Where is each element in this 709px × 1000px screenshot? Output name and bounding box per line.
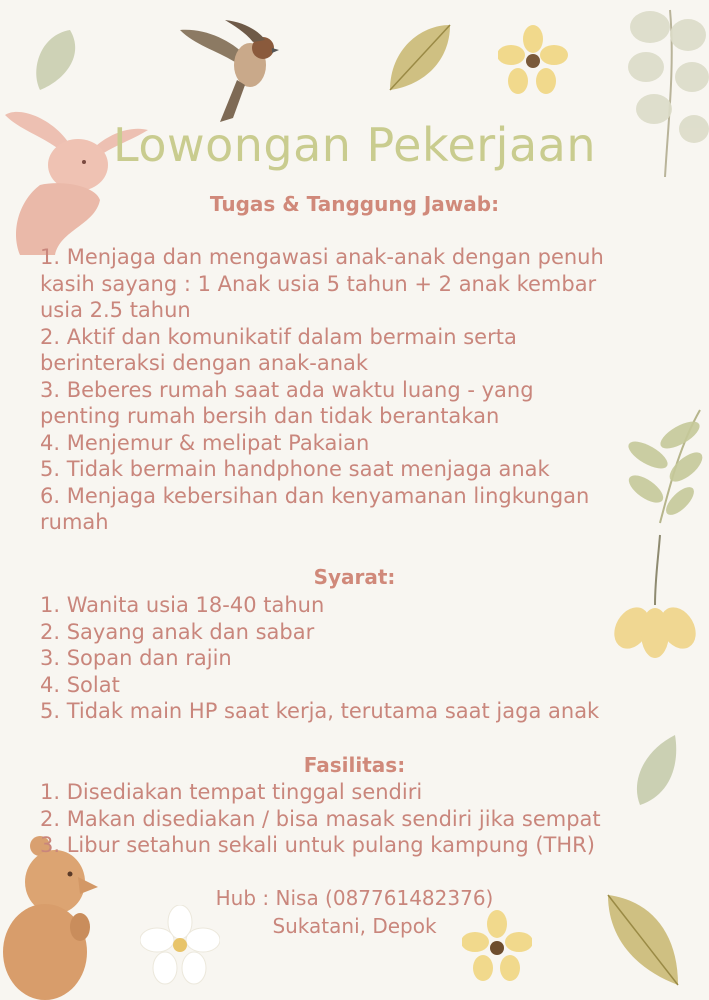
page-title: Lowongan Pekerjaan xyxy=(113,118,596,172)
list-item: penting rumah bersih dan tidak berantakan xyxy=(40,404,500,428)
list-item: 4. Menjemur & melipat Pakaian xyxy=(40,430,370,455)
list-item: 5. Tidak main HP saat kerja, terutama saat jaga anak xyxy=(40,699,600,723)
contact-phone: Hub : Nisa (087761482376) xyxy=(215,886,494,910)
list-item: 3. Beberes rumah saat ada waktu luang - yang xyxy=(40,377,534,402)
list-item: 2. Aktif dan komunikatif dalam bermain serta xyxy=(40,324,517,349)
contact-location: Sukatani, Depok xyxy=(272,914,437,938)
list-item: 6. Menjaga kebersihan dan kenyamanan lingkungan xyxy=(40,483,590,508)
list-item: 1. Disediakan tempat tinggal sendiri xyxy=(40,780,423,804)
list-item: 1. Wanita usia 18-40 tahun xyxy=(40,593,325,617)
list-item: berinteraksi dengan anak-anak xyxy=(40,351,369,375)
list-item: 5. Tidak bermain handphone saat menjaga anak xyxy=(40,457,550,481)
list-item: 3. Libur setahun sekali untuk pulang kampung (THR) xyxy=(40,833,595,857)
sparrow-bird-icon xyxy=(175,10,280,125)
list-item: 2. Sayang anak dan sabar xyxy=(40,619,315,644)
list-item: 3. Sopan dan rajin xyxy=(40,646,232,670)
list-item: rumah xyxy=(40,510,109,534)
requirements-list xyxy=(40,592,680,725)
requirements-heading: Syarat: xyxy=(313,565,396,589)
list-item: 1. Menjaga dan mengawasi anak-anak dengan penuh xyxy=(40,245,604,269)
tasks-list xyxy=(40,244,680,536)
leaf-icon xyxy=(380,20,460,100)
list-item: 4. Solat xyxy=(40,672,120,697)
tasks-heading: Tugas & Tanggung Jawab: xyxy=(209,192,500,216)
list-item: usia 2.5 tahun xyxy=(40,298,191,322)
yellow-flower-icon xyxy=(498,25,568,95)
facilities-list xyxy=(40,779,680,859)
contact-info xyxy=(0,884,709,940)
facilities-heading: Fasilitas: xyxy=(303,753,406,777)
list-item: kasih sayang : 1 Anak usia 5 tahun + 2 anak kembar xyxy=(40,271,597,296)
list-item: 2. Makan disediakan / bisa masak sendiri jika sempat xyxy=(40,806,601,831)
leaf-icon xyxy=(30,25,90,95)
